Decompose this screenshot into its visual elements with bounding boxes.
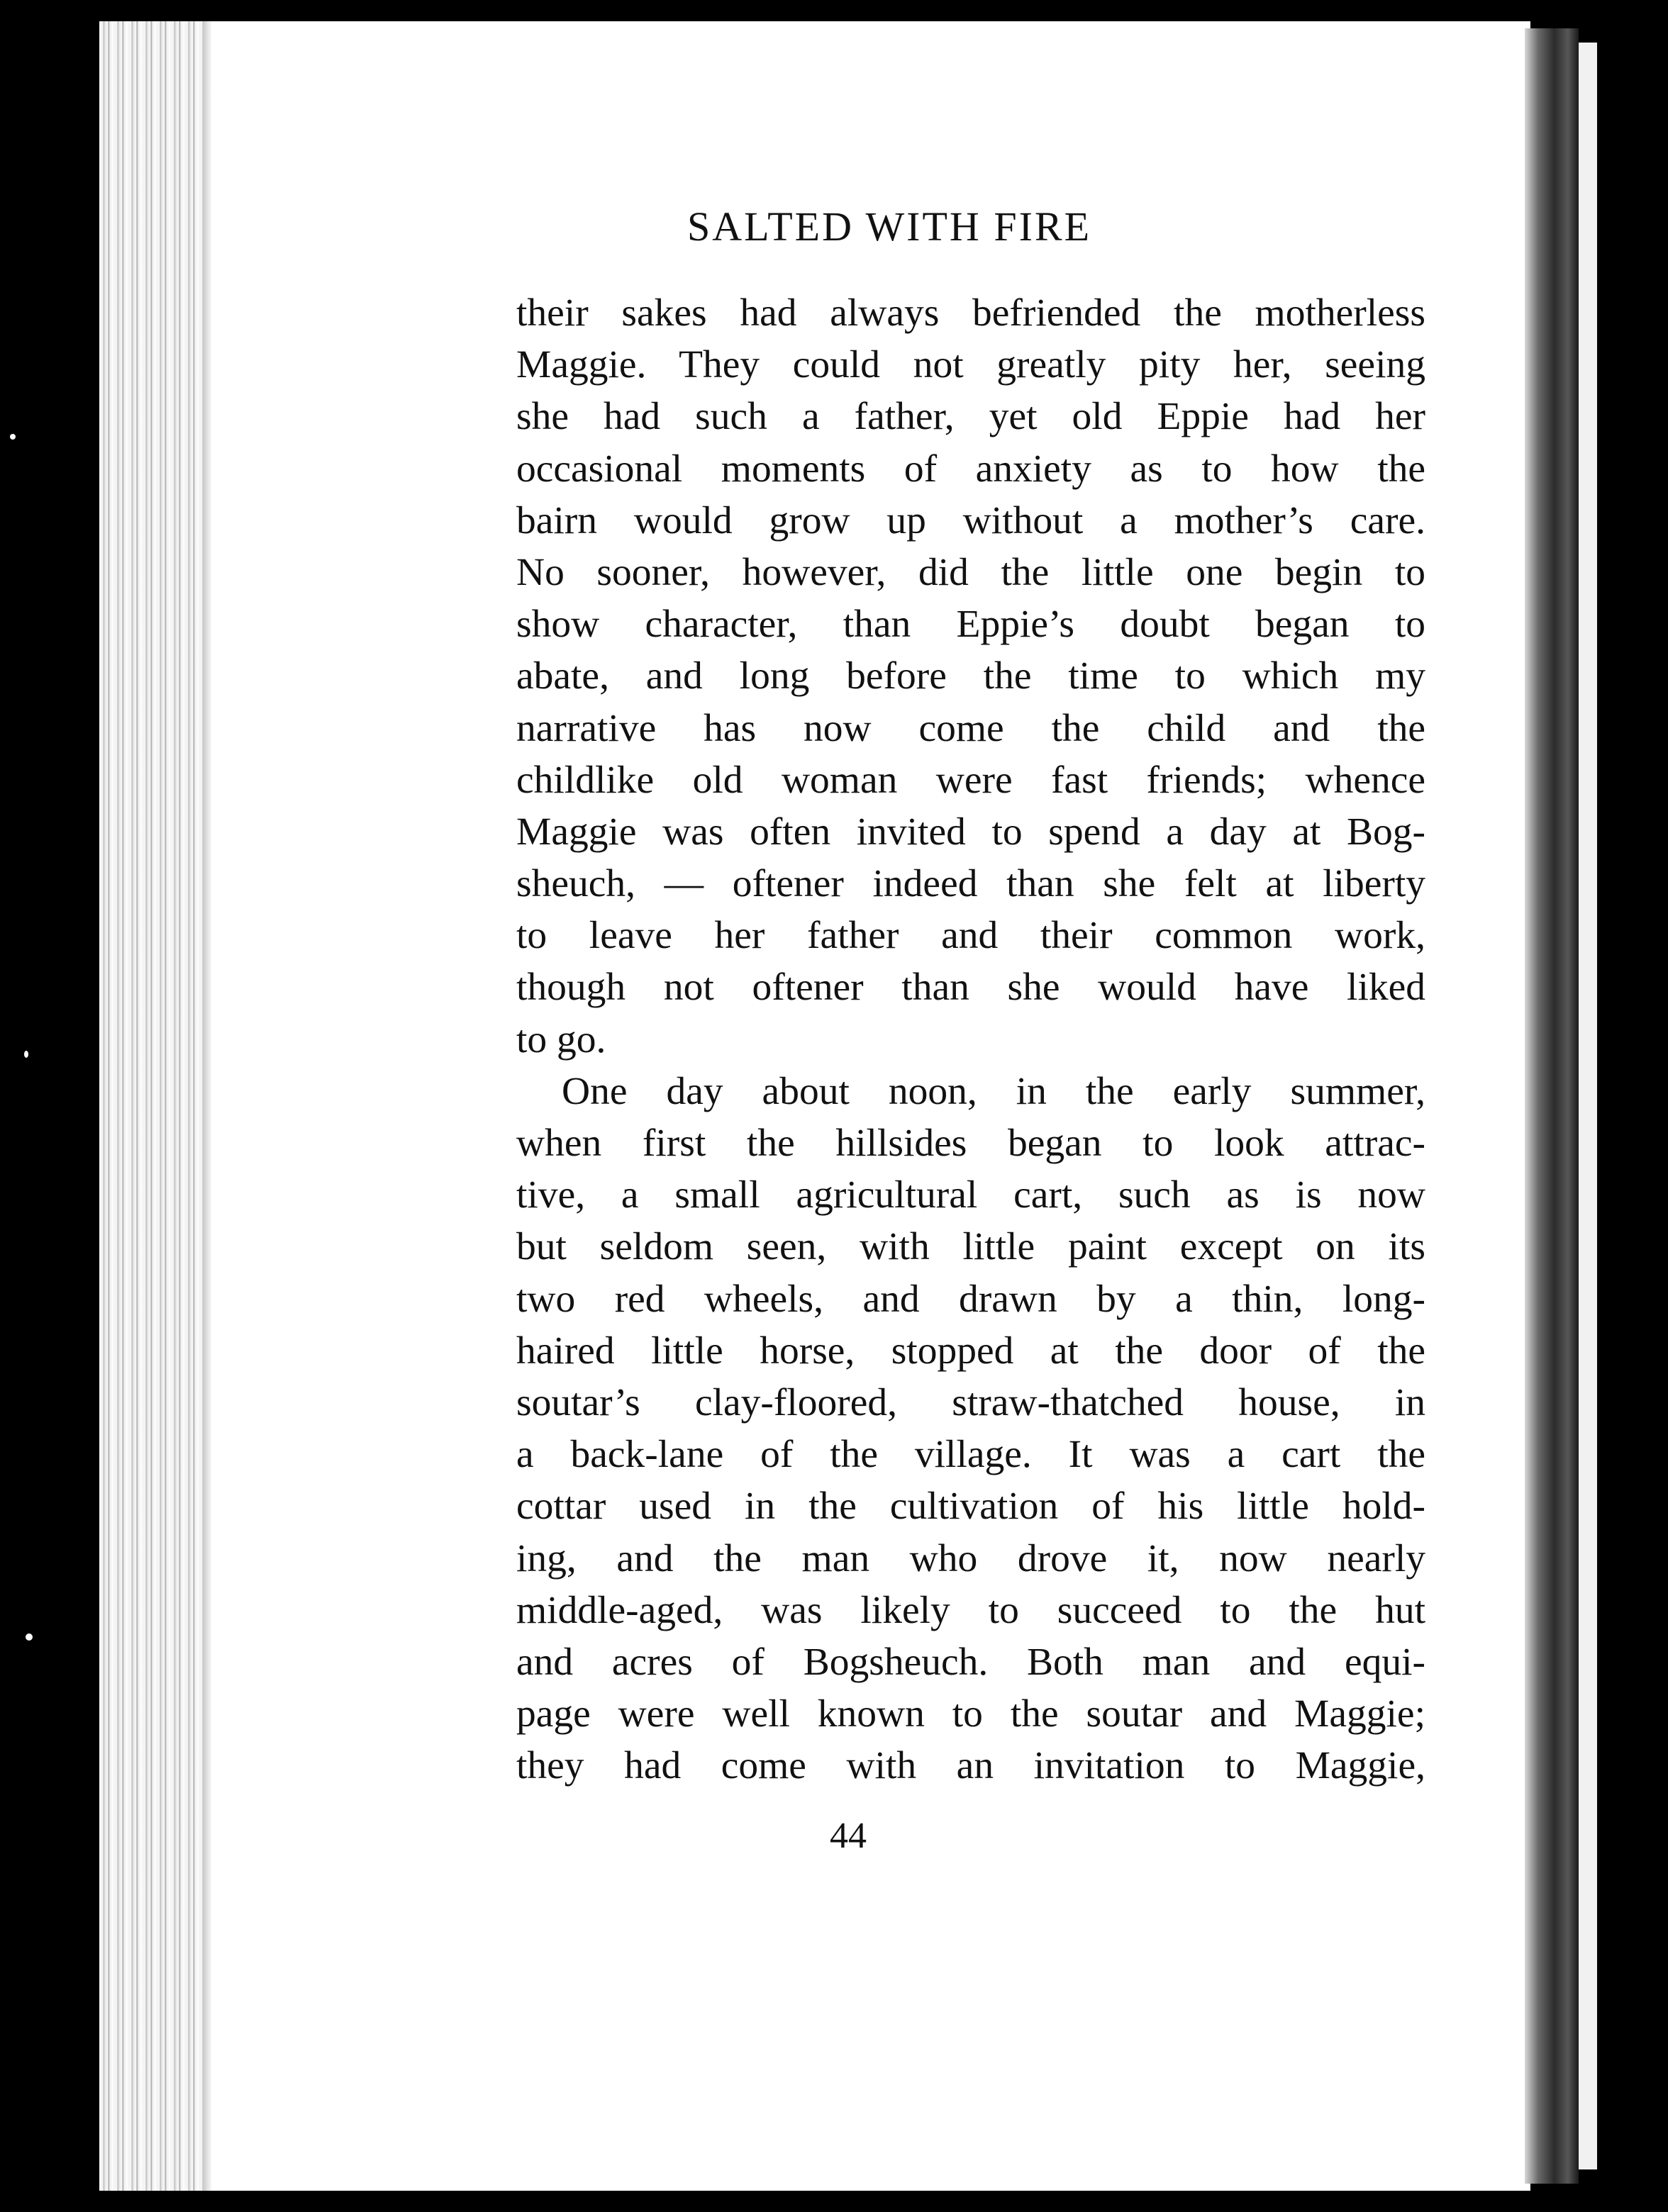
scan-speck bbox=[24, 1051, 28, 1058]
text-line: but seldom seen, with little paint except on its bbox=[516, 1225, 1425, 1269]
text-line: when first the hillsides began to look attrac- bbox=[516, 1122, 1425, 1165]
text-line: page were well known to the soutar and Maggie; bbox=[516, 1692, 1425, 1736]
text-line: soutar’s clay-floored, straw-thatched house, in bbox=[516, 1380, 1425, 1424]
text-line: abate, and long before the time to which my bbox=[516, 654, 1425, 698]
text-line: show character, than Eppie’s doubt began to bbox=[516, 603, 1425, 647]
text-line: to leave her father and their common work, bbox=[516, 914, 1425, 958]
binding-gutter bbox=[1525, 28, 1579, 2184]
text-line: childlike old woman were fast friends; whence bbox=[516, 758, 1425, 802]
text-line: Maggie. They could not greatly pity her, seeing bbox=[516, 343, 1425, 387]
text-line: though not oftener than she would have liked bbox=[516, 966, 1425, 1010]
text-line: middle-aged, was likely to succeed to the hut bbox=[516, 1588, 1425, 1632]
running-head: SALTED WITH FIRE bbox=[687, 203, 1091, 250]
text-line: to go. bbox=[516, 1017, 606, 1061]
text-line: Maggie was often invited to spend a day at Bog- bbox=[516, 810, 1425, 854]
text-line: haired little horse, stopped at the door of the bbox=[516, 1329, 1425, 1373]
text-line: she had such a father, yet old Eppie had her bbox=[516, 395, 1425, 439]
scan-speck bbox=[26, 1633, 33, 1641]
left-page-edges bbox=[99, 21, 213, 2191]
text-line: One day about noon, in the early summer, bbox=[562, 1069, 1425, 1113]
scan-speck bbox=[10, 434, 16, 440]
text-line: and acres of Bogsheuch. Both man and equi- bbox=[516, 1640, 1425, 1684]
page-number: 44 bbox=[830, 1816, 867, 1856]
text-line: tive, a small agricultural cart, such as is now bbox=[516, 1173, 1425, 1217]
text-line: sheuch, — oftener indeed than she felt at liberty bbox=[516, 862, 1425, 906]
body-text bbox=[516, 287, 1425, 1792]
text-line: their sakes had always befriended the motherless bbox=[516, 291, 1425, 335]
text-line: they had come with an invitation to Maggie, bbox=[516, 1744, 1425, 1788]
text-line: No sooner, however, did the little one begin to bbox=[516, 550, 1425, 594]
text-line: narrative has now come the child and the bbox=[516, 706, 1425, 750]
text-line: cottar used in the cultivation of his little hold- bbox=[516, 1485, 1425, 1529]
text-line: ing, and the man who drove it, now nearly bbox=[516, 1536, 1425, 1580]
text-line: a back-lane of the village. It was a cart the bbox=[516, 1433, 1425, 1477]
text-line: bairn would grow up without a mother’s care. bbox=[516, 498, 1425, 542]
text-line: two red wheels, and drawn by a thin, long- bbox=[516, 1277, 1425, 1321]
text-line: occasional moments of anxiety as to how the bbox=[516, 447, 1425, 491]
